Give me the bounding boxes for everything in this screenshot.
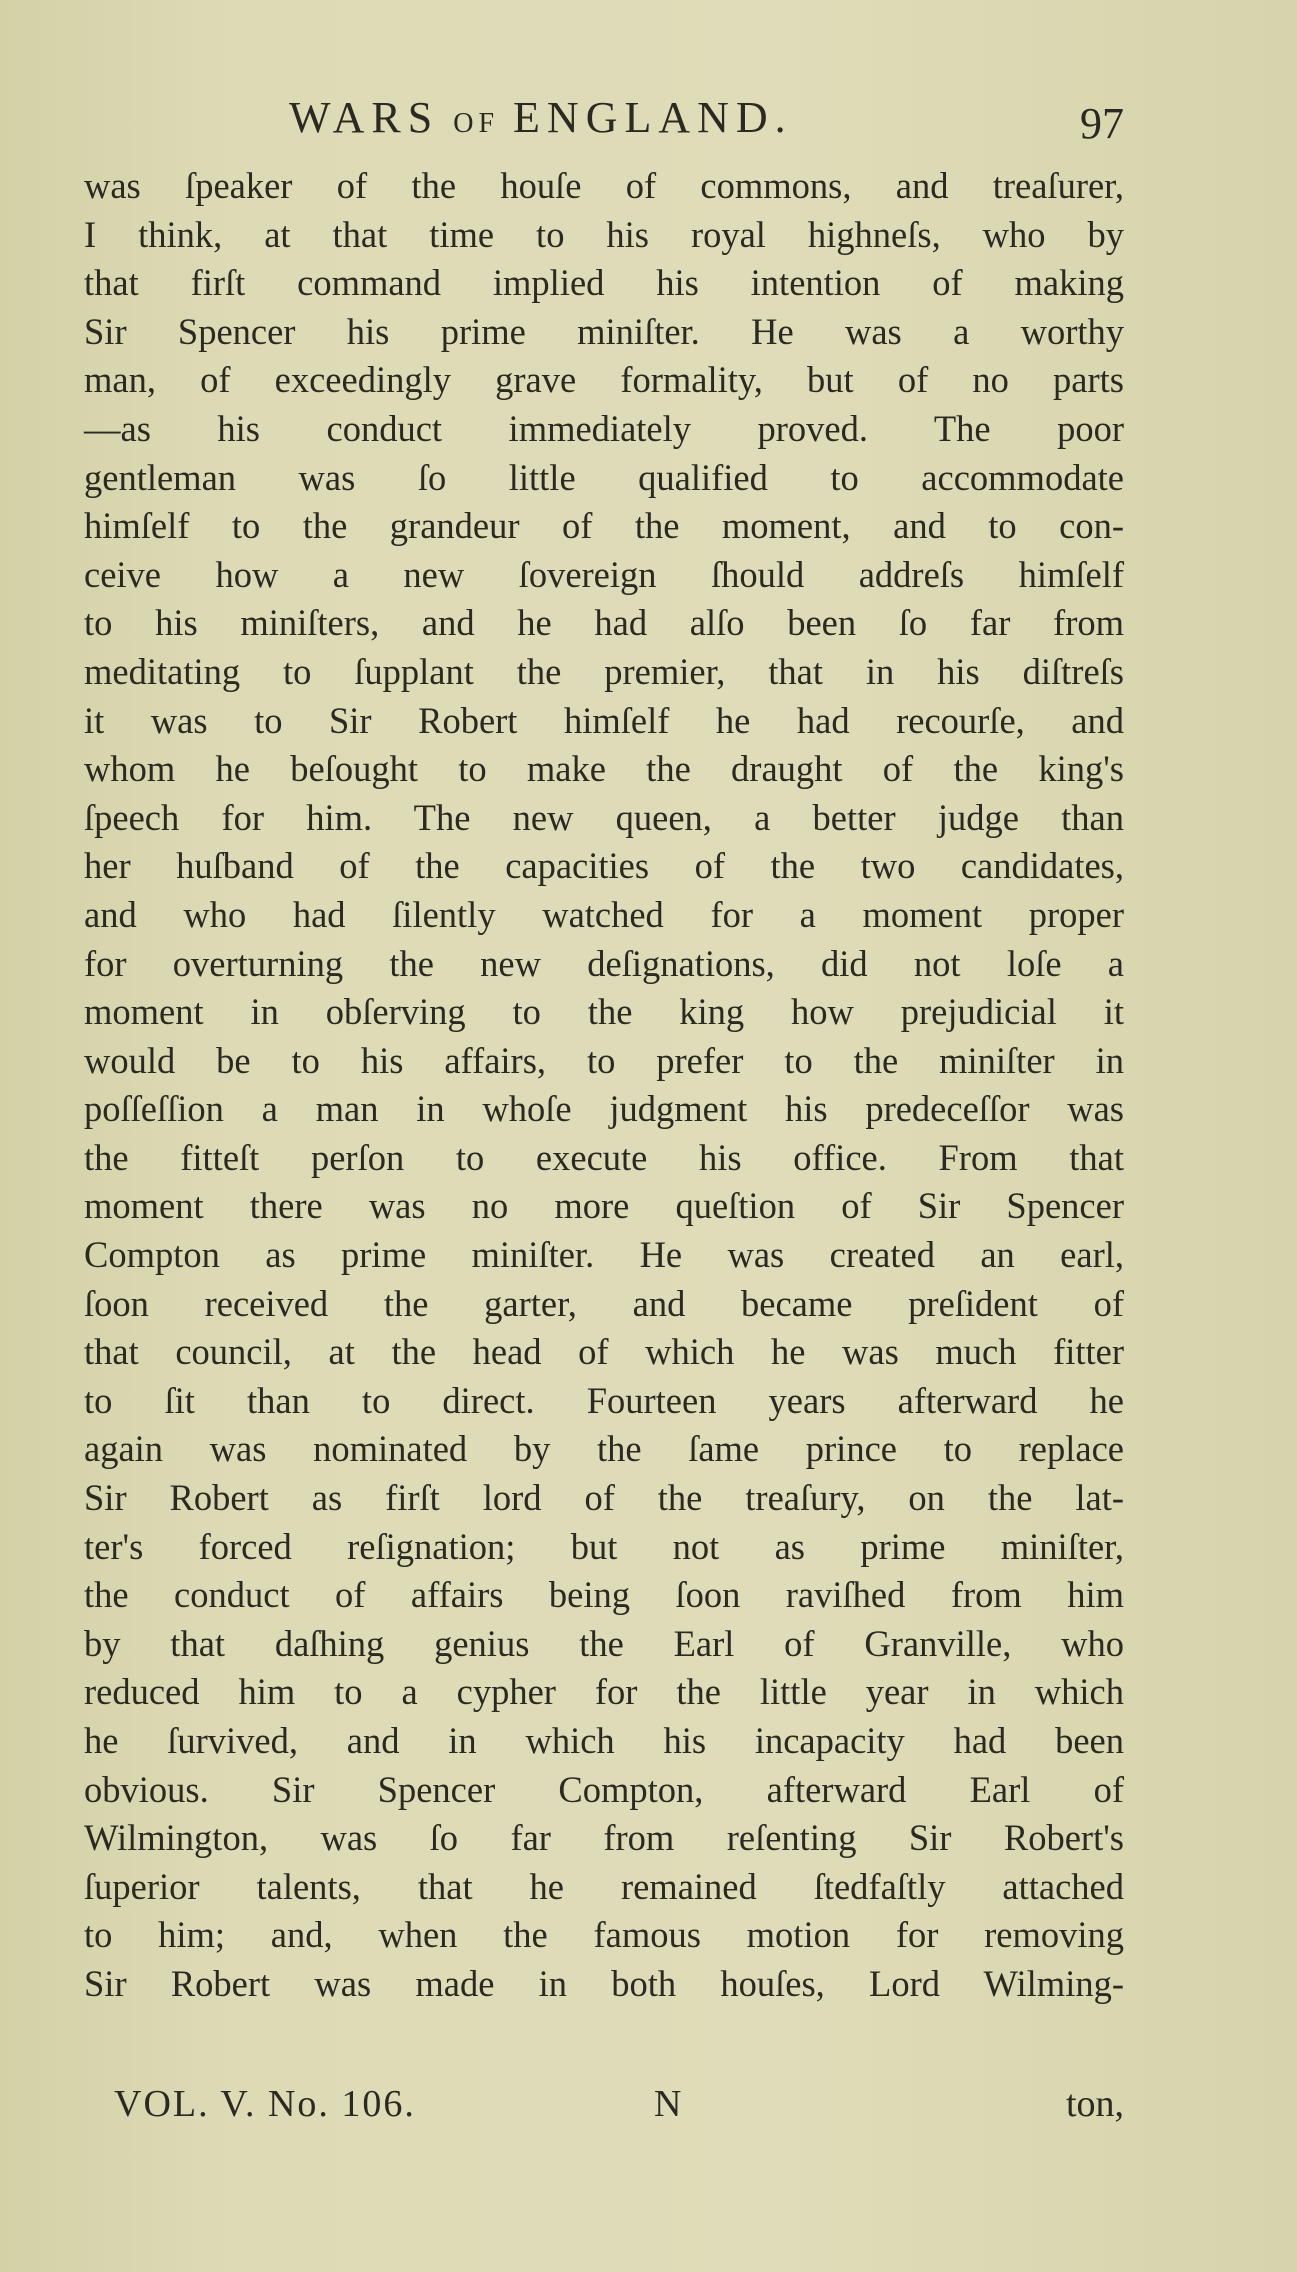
page-header — [84, 92, 1124, 156]
text-line: to ſit than to direct. Fourteen years afterward he — [84, 1379, 1124, 1421]
text-line: —as his conduct immediately proved. The poor — [84, 407, 1124, 449]
text-line: meditating to ſupplant the premier, that in his diſtreſs — [84, 650, 1124, 692]
text-line: whom he beſought to make the draught of the king's — [84, 748, 1124, 790]
text-line: gentleman was ſo little qualified to accommodate — [84, 456, 1124, 498]
text-line: obvious. Sir Spencer Compton, afterward Earl of — [84, 1768, 1124, 1810]
text-line: that firſt command implied his intention of making — [84, 262, 1124, 304]
text-line: ſpeech for him. The new queen, a better judge than — [84, 796, 1124, 838]
text-line: the fitteſt perſon to execute his office. From that — [84, 1136, 1124, 1178]
text-line: it was to Sir Robert himſelf he had recourſe, and — [84, 699, 1124, 741]
text-line: ter's forced reſignation; but not as prime miniſter, — [84, 1525, 1124, 1567]
text-line: moment there was no more queſtion of Sir Spencer — [84, 1185, 1124, 1227]
text-line: poſſeſſion a man in whoſe judgment his predeceſſor was — [84, 1088, 1124, 1130]
text-line: himſelf to the grandeur of the moment, and to con- — [84, 505, 1124, 547]
text-line: her huſband of the capacities of the two candidates, — [84, 845, 1124, 887]
page-footer — [84, 2082, 1124, 2132]
running-head-left: WARS — [289, 93, 440, 142]
catchword: ton, — [1065, 2083, 1124, 2125]
running-head-mid: OF — [453, 108, 500, 139]
text-line: Wilmington, was ſo far from reſenting Sir Robert's — [84, 1817, 1124, 1859]
signature-mark: N — [654, 2083, 682, 2125]
text-line: to his miniſters, and he had alſo been ſo far from — [84, 602, 1124, 644]
text-line: by that daſhing genius the Earl of Granville, who — [84, 1622, 1124, 1664]
text-line: to him; and, when the famous motion for removing — [84, 1914, 1124, 1956]
page-number: 97 — [1080, 99, 1124, 148]
text-line: the conduct of affairs being ſoon raviſhed from him — [84, 1574, 1124, 1616]
text-line: man, of exceedingly grave formality, but of no parts — [84, 359, 1124, 401]
text-line: ceive how a new ſovereign ſhould addreſs himſelf — [84, 553, 1124, 595]
text-line: I think, at that time to his royal highneſs, who by — [84, 213, 1124, 255]
text-line: again was nominated by the ſame prince to replace — [84, 1428, 1124, 1470]
text-line: was ſpeaker of the houſe of commons, and treaſurer, — [84, 165, 1124, 206]
text-line: Sir Robert as firſt lord of the treaſury, on the lat- — [84, 1477, 1124, 1519]
running-head-right: ENGLAND. — [513, 93, 793, 142]
text-line: ſuperior talents, that he remained ſtedfaſtly attached — [84, 1865, 1124, 1907]
text-line: would be to his affairs, to prefer to the miniſter in — [84, 1039, 1124, 1081]
text-line: that council, at the head of which he was much fitter — [84, 1331, 1124, 1373]
text-line: Sir Robert was made in both houſes, Lord Wilming- — [84, 1962, 1124, 2004]
text-line: reduced him to a cypher for the little year in which — [84, 1671, 1124, 1713]
text-line: moment in obſerving to the king how prejudicial it — [84, 991, 1124, 1033]
text-line: he ſurvived, and in which his incapacity had been — [84, 1720, 1124, 1761]
text-line: Compton as prime miniſter. He was created an earl, — [84, 1234, 1124, 1276]
text-line: ſoon received the garter, and became preſident of — [84, 1282, 1124, 1324]
running-head — [289, 92, 793, 143]
text-line: and who had ſilently watched for a moment proper — [84, 893, 1124, 935]
text-line: Sir Spencer his prime miniſter. He was a worthy — [84, 310, 1124, 352]
text-line: for overturning the new deſignations, did not loſe a — [84, 942, 1124, 984]
body-text — [84, 162, 1124, 2009]
signature-volume: VOL. V. No. 106. — [114, 2083, 416, 2125]
